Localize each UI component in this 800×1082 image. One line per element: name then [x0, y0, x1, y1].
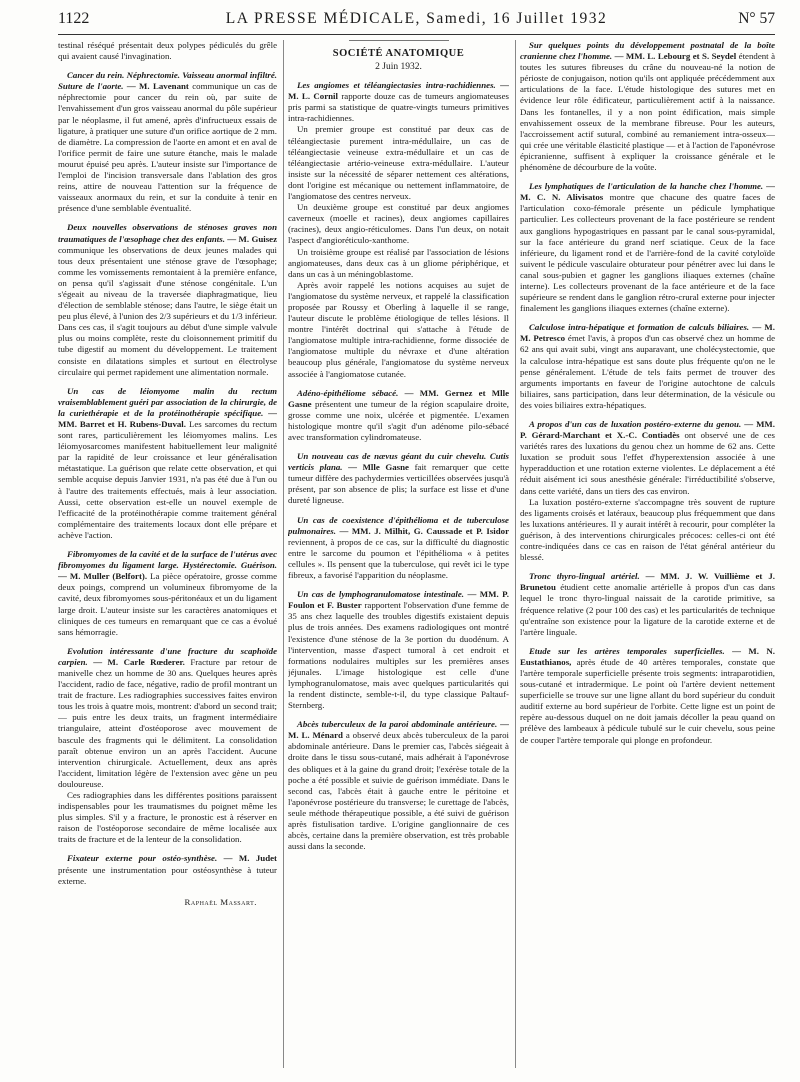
article	[288, 515, 509, 582]
article-author: — MM. L. Lebourg et S. Seydel	[614, 51, 737, 62]
article-body: après étude de 40 artères temporales, constate que l'artère temporale superficielle présente trois segments: intraparotidien, sous-cutané et intradermique. Le point où l'artère devient nettement superficielle se trouve sur une ligne allant du bord supérieur du conduit auditif externe au bord supérieur de l'orbite. Cette ligne est un point de repère au-dessous duquel on ne doit jamais décoller la peau quand on prélève des lambeaux à pédicule tubulé sur le cuir chevelu, sous peine de couper l'artère temporale qui plonge en profondeur.	[520, 656, 775, 745]
article	[288, 719, 509, 852]
article-paragraph: Un premier groupe est constitué par deux cas de téléangiectasie purement intra-médullaire, un cas de téléangiectasie veineuse extra-médullaire et un cas de téléangiectasie artério-veineuse extra-médullaire. L'auteur insiste sur la nécessité de séparer nettement ces altérations, dont l'origine est mécanique ou nettement inflammatoire, de l'angiomatose des centres nerveux.	[288, 124, 509, 202]
article-paragraph: Un deuxième groupe est constitué par deux angiomes caverneux (moelle et racines), deux angiomes capillaires (racines), deux angio-réticulomes. Dans l'un deux, on notait l'aspect d'angioréticulo-xanthome.	[288, 202, 509, 246]
article	[520, 322, 775, 411]
section-heading: SOCIÉTÉ ANATOMIQUE	[332, 48, 465, 59]
article-paragraph: Un troisième groupe est réalisé par l'association de lésions angiomateuses, dans deux cas à un gliome périphérique, et dans un cas à un méningoblastome.	[288, 246, 509, 279]
article-body: étendent à toutes les sutures fibreuses du crâne du nouveau-né la notion de périoste de conjugaison, notion qu'ils ont appliquée précédemment aux articulations de la face. L'étude histologique des sutures met en évidence leur rôle édificateur, particulièrement actif à la naissance. Dans les fontanelles, il y a non point édification, mais simple envahissement osseux de la membrane fibreuse. Pour les auteurs, l'accroissement actif sutural, combiné au remaniement intra-osseux— qui crée une véritable élasticité plastique — et à l'action de l'aponévrose épicranienne, suffisent à expliquer la croissance générale et le phénomène de décourbure de la voûte.	[520, 51, 775, 173]
article-title: Adéno-épithéliome sébacé.	[297, 387, 399, 398]
article-title: A propos d'un cas de luxation postéro-externe du genou.	[529, 419, 742, 429]
article-title: Calculose intra-hépatique et formation de calculs biliaires.	[529, 322, 750, 333]
column-left	[58, 40, 277, 1074]
article	[58, 386, 277, 541]
article-author: — M. L. Cornil	[288, 80, 509, 102]
article	[520, 571, 775, 638]
article-title: Evolution intéressante d'une fracture du scaphoïde carpien.	[58, 645, 277, 667]
article-title: Abcès tuberculeux de la paroi abdominale antérieure.	[297, 719, 498, 730]
article-body: a observé deux abcès tuberculeux de la paroi abdominale antérieure. Dans le premier cas, l'abcès siégeait à droite dans le tissu sous-cutané, mais adhérait à l'aponévrose des obliques et à la gaine du grand droit; l'exérèse totale de la poche a été possible et suivie de guérison immédiate. Dans le second cas, l'abcès était à gauche entre le péritoine et l'aponévrose postérieure du transverse; le curettage de l'abcès, seule méthode thérapeutique possible, a été suivi de guérison après fistulisation tardive. L'origine ganglionnaire de ces abcès, certaine dans la première observation, est très probable aussi dans la seconde.	[288, 730, 509, 852]
column-divider	[515, 40, 516, 1068]
article	[288, 589, 509, 711]
signature: Raphaël Massart.	[184, 896, 257, 907]
article	[288, 80, 509, 124]
article-title: Un cas de léiomyome malin du rectum vraisemblablement guéri par association de la chirurgie, de la curiethérapie et de la protéinothérapie spécifique.	[58, 385, 277, 418]
article-author: — MM. P. Gérard-Marchant et X.-C. Contiadès	[520, 419, 775, 441]
article-body: Fracture par retour de manivelle chez un homme de 30 ans. Quelques heures après l'accident, radio de face, négative, radio de profil montrant un trait de fracture. Les radiographies successives faites environ tous les trois à quatre mois, montrent: d'abord un second trait; — puis entre les deux traits, un fragment intermédiaire triangulaire, atteint d'ostéoporose avec mouvement de bascule des fragments qui le délimitent. La consolidation paraît obtenue environ un an après l'accident. Aucune intervention chirurgicale. Actuellement, deux ans après l'accident, limitation légère de l'extension avec gène un peu douloureuse.	[58, 656, 277, 789]
section-date: 2 Juin 1932.	[375, 62, 422, 73]
header-rule	[58, 34, 775, 35]
article-body: rapportent l'observation d'une femme de 35 ans chez laquelle des troubles digestifs existaient depuis plus de trois années. Des examens radiologiques ont montré l'existence d'une sténose de la 3e portion du duodénum. A l'intervention, masse d'aspect tumoral à cet endroit et formations nodulaires multiples sur les premières anses jéjunales. L'image histologique est celle d'une lymphogranulomatose, mais avec quelques particularités qui la rendent distincte, semble-t-il, du type classique Paltauf-Sternberg.	[288, 600, 509, 711]
article-author: — M. Lavenant	[126, 81, 189, 92]
article-body: étudient cette anomalie artérielle à propos d'un cas dans lequel le tronc thyro-lingual naissait de la carotide primitive, sa fréquence relative (2 pour 100 des cas) et les particularités de technique qu'entraîne son existence pour la ligature de la carotide externe et de l'artère linguale.	[520, 582, 775, 637]
column-middle	[288, 40, 509, 1074]
article-author: — M. Muller (Belfort).	[58, 571, 148, 582]
article-title: Un cas de lymphogranulomatose intestinale.	[297, 589, 464, 600]
article-author: — Mlle Gasne	[348, 462, 409, 473]
article-body: fait remarquer que cette tumeur diffère des pachydermies verticillées observées jusqu'à présent, par son absence de plis; la surface est lisse et d'une dureté ligneuse.	[288, 462, 509, 506]
article-author: — MM. P. Foulon et F. Buster	[288, 589, 509, 611]
article-body: communique un cas de néphrectomie pour cancer du rein où, par suite de l'envahissement d'un gros vaisseau anormal du pôle supérieur par le néoplasme, il fut amené, après d'infructueux essais de ligature, à pratiquer une suture d'un orifice aortique de 2 mm. de diamètre. La compression de l'aorte en amont et en aval de l'orifice permit de faire une suture étanche, mais le malade mourut épuisé peu après. L'auteur insiste sur l'importance de l'emploi de l'incision transversale dans l'ablation des gros reins, attire de nouveau l'attention sur la fréquence de vaisseaux anormaux du rein, et sur la conduite à tenir en présence d'une semblable éventualité.	[58, 81, 277, 214]
article-author: — M. M. Petresco	[520, 322, 775, 344]
article-title: Un nouveau cas de nævus géant du cuir chevelu. Cutis verticis plana.	[288, 451, 509, 473]
article	[58, 222, 277, 377]
article-title: Deux nouvelles observations de sténoses graves non traumatiques de l'œsophage chez des enfants.	[58, 222, 277, 244]
article-author: — MM. Barret et H. Rubens-Duval.	[58, 407, 277, 429]
article-body: ont observé une de ces variétés rares des luxations du genou chez un homme de 62 ans. Cette luxation se produit sous l'effet d'hyperextension associée à une hyperadduction et une rotation externe violentes. Le déplacement a été réduit aisément ici sous anesthésie générale: l'irréductibilité s'observe, dans cette variété, dans un tiers des cas environ.	[520, 430, 775, 496]
article-author: — M. Judet	[223, 853, 277, 864]
article-title: Sur quelques points du développement postnatal de la boîte cranienne chez l'homme.	[520, 40, 775, 62]
section-rule	[349, 40, 449, 41]
article-body-continued: Ces radiographies dans les différentes positions paraissent indispensables pour les traumatismes du poignet même les plus simples. S'il y a fracture, le pronostic est à réserver en raison de l'ostéoporose secondaire de même localisée aux traits de fracture et de la lenteur de la consolidation.	[58, 790, 277, 845]
column-right	[520, 40, 775, 1074]
article-title: Les angiomes et téléangiectasies intra-rachidiennes.	[297, 80, 496, 91]
column-divider	[283, 40, 284, 1068]
article-title: Cancer du rein. Néphrectomie. Vaisseau anormal infiltré. Suture de l'aorte.	[58, 70, 277, 92]
article-paragraph: La luxation postéro-externe s'accompagne très souvent de rupture des ligaments croisés et latéraux, beaucoup plus fréquemment que dans les luxations antérieures. Il y aurait intérêt à recourir, pour compléter la guérison, à des interventions chirurgicales précoces: celles-ci ont été contre-indiquées dans ce cas en raison de l'état général antérieur du blessé.	[520, 496, 775, 563]
article-title: Tronc thyro-lingual artériel.	[529, 571, 640, 582]
article	[58, 853, 277, 886]
article-title: Etude sur les artères temporales superficielles.	[529, 645, 725, 656]
article-paragraph: Après avoir rappelé les notions acquises au sujet de l'angiomatose du système nerveux, et rappelé la classification proposée par Roussy et Oberling à laquelle il se range, l'auteur discute le problème étiologique de telles lésions. Il montre l'intérêt doctrinal qui s'attache à l'étude de l'angiomatose multiple intra-rachidienne, forme dissociée de l'angiomatose multiple du névraxe et d'une altération beaucoup plus générale, l'angiomatose du système nerveux associée à l'angiomatose cutanée.	[288, 279, 509, 379]
article	[520, 40, 775, 173]
article	[520, 181, 775, 314]
article	[58, 646, 277, 790]
article-title: Un cas de coexistence d'épithélioma et de tuberculose pulmonaires.	[288, 514, 509, 536]
article-body: émet l'avis, à propos d'un cas observé chez un homme de 62 ans qui avait subi, vingt ans auparavant, une cholécystectomie, que la calculose intra-hépatique est sans doute plus fréquente qu'on ne le pense généralement. L'étude de tels faits permet de trouver des arguments importants en faveur de l'origine autochtone de calculs biliaires, sans participation, dans leur détermination, de la vésicule ou des voies biliaires extra-hépatiques.	[520, 333, 775, 410]
page-number: 1122	[58, 10, 90, 27]
article-body: communique les observations de deux jeunes malades qui tous deux présentaient une sténose grave de l'œsophage; comme les vomissements remontaient à la première enfance, on pensa qu'il s'agissait d'une sténose congénitale. L'un s'égeait au niveau de la traversée diaphragmatique, lieu d'élection de semblable sténose; dans l'autre, le siège était un peu plus élevé, à l'union des 2/3 supérieurs et du 1/3 inférieur. Dans ces cas, il s'agit toujours au début d'une simple valvule plus ou moins complète, reste du cloisonnement primitif du tube digestif au moment du développement. Le traitement consiste en dilatations simples et surtout en électrolyse circulaire qui permet rapidement une alimentation normale.	[58, 244, 277, 377]
article	[58, 70, 277, 214]
article-author: — M. C. N. Alivisatos	[520, 181, 775, 203]
article-body: montre que chacune des quatre faces de l'articulation coxo-fémorale présente un pédicule lymphatique particulier. Les collecteurs provenant de la face postérieure se rendent aux ganglions hypogastriques en passant par le canal sous-pyramidal, sur la face antérieure du grand nerf sciatique. Ceux de la face inférieure, du ligament rond et de l'arrière-fond de la cavité cotyloïde suivent le pédicule vasculaire obturateur pour pénétrer avec lui dans le canal sous-pubien et gagner les ganglions iliaques externes (chaîne interne). Les collecteurs provenant de la face antérieure et de la face supérieure se rendent dans le ganglion rétro-crural externe pour injecter finalement les ganglions iliaques externes (chaîne externe).	[520, 192, 775, 314]
article-body: présentent une tumeur de la région scapulaire droite, grosse comme une noix, ulcérée et pigmentée. L'examen histologique montre qu'il s'agit d'un adénome pilo-sébacé avec transformation cylindromateuse.	[288, 398, 509, 442]
article-author: — MM. J. Milhit, G. Caussade et P. Isidor	[339, 525, 509, 536]
article-body: La pièce opératoire, grosse comme deux poings, comprend un volumineux fibromyome de la cavité, deux fibromyomes sous-péritonéaux et un du ligament large droit. L'auteur insiste sur les caractères anatomiques et cliniques de ces tumeurs en remarquant que ce cas a évolué sans hémorragie.	[58, 571, 277, 637]
intro-text: testinal réséqué présentait deux polypes pédiculés du grêle qui avaient causé l'invagination.	[58, 40, 277, 62]
journal-title: LA PRESSE MÉDICALE, Samedi, 16 Juillet 1932	[225, 10, 608, 27]
article	[288, 388, 509, 443]
article	[520, 646, 775, 746]
article-title: Les lymphatiques de l'articulation de la hanche chez l'homme.	[529, 181, 764, 192]
article-author: — M. Guisez	[227, 233, 277, 244]
article-body: rapporte douze cas de tumeurs angiomateuses pris parmi sa statistique de quatre-vingts tumeurs primitives intra-rachidiennes.	[288, 91, 509, 124]
article-author: — MM. J. W. Vuillième et J. Brunetou	[520, 571, 775, 593]
article-title: Fibromyomes de la cavité et de la surface de l'utérus avec fibromyomes du ligament large. Hystérectomie. Guérison.	[58, 549, 277, 571]
article	[520, 419, 775, 497]
article-author: — M. N. Eustathianos,	[520, 645, 775, 667]
article-body: reviennent, à propos de ce cas, sur la difficulté du diagnostic entre le sarcome du poumon et l'épithélioma « à petites cellules ». Ils pensent que la tuberculose, qui revêt ici le type fibreux, a favorisé l'apparition du néoplasme.	[288, 536, 509, 581]
article-body: présente une instrumentation pour ostéosynthèse à tuteur externe.	[58, 864, 277, 886]
article-author: — M. L. Ménard	[288, 719, 509, 741]
article	[58, 549, 277, 638]
issue-number: N° 57	[738, 10, 775, 27]
article-body: Les sarcomes du rectum sont rares, particulièrement les léiomyomes malins. Les léiomyosarcomes manifestent habituellement leur malignité par la rapidité de leur croissance et leur généralisation métastatique. La guérison que relate cette observation, et qui semble acquise depuis Janvier 1931, n'a pas été due à l'un ou à l'autre des traitements effectués, mais à leur association. Aussi, cette observation est-elle un nouvel exemple de l'efficacité de la protéinothérapie comme traitement général complémentaire des traitements locaux dont elle prépare et achève l'action.	[58, 419, 277, 540]
article	[288, 451, 509, 506]
article-author: — MM. Gernez et Mlle Gasne	[288, 387, 509, 409]
article-title: Fixateur externe pour ostéo-synthèse.	[67, 853, 218, 864]
article-author: — M. Carle Rœderer.	[93, 656, 185, 667]
page-header	[58, 10, 775, 30]
